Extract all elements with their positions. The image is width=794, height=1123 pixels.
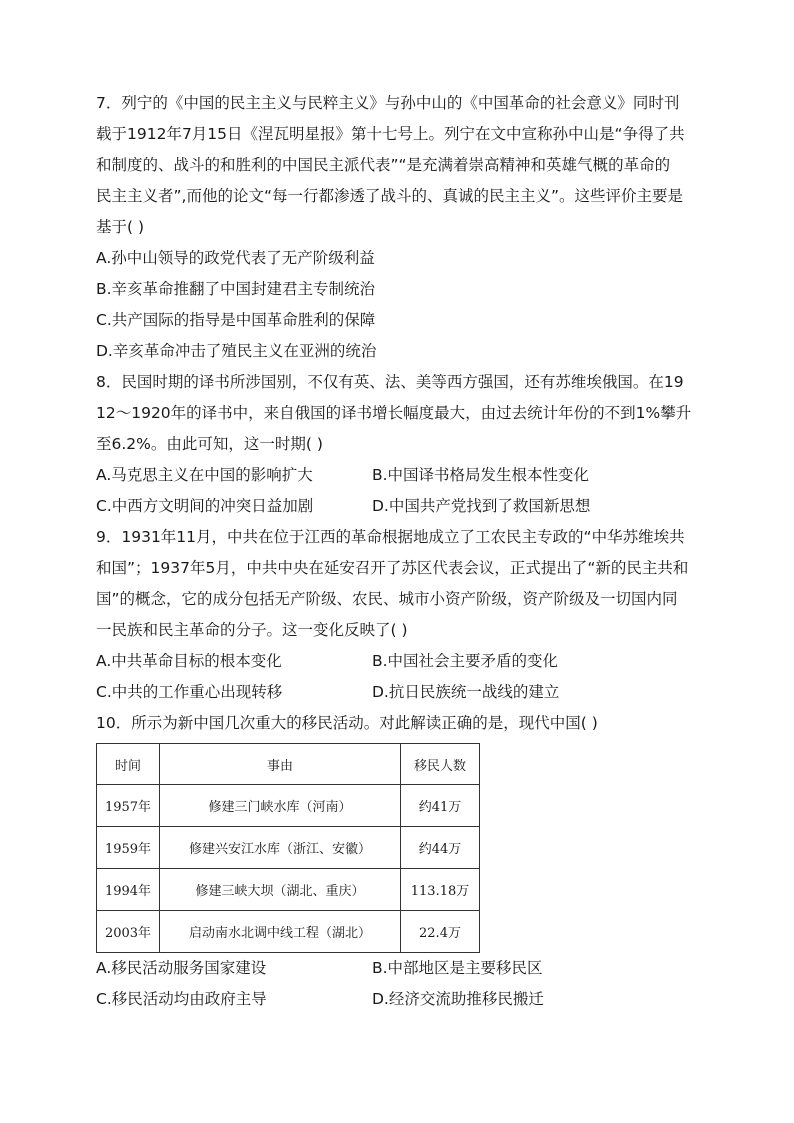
question-7-line: 载于1912年7月15日《涅瓦明星报》第十七号上。列宁在文中宣称孙中山是“争得了共 [96,125,685,143]
question-8-line: 12～1920年的译书中，来自俄国的译书增长幅度最大，由过去统计年份的不到1%攀升 [96,404,692,422]
question-8-options-row [96,491,702,522]
table-header-cell: 事由 [160,744,401,785]
question-8 [96,367,702,522]
question-10-options-row [96,984,702,1015]
question-7-option-d: D.辛亥革命冲击了殖民主义在亚洲的统治 [96,342,377,360]
question-10-option-d: D.经济交流助推移民搬迁 [372,990,544,1008]
question-9-options-row [96,646,702,677]
question-9-options-row [96,677,702,708]
question-8-option-a: A.马克思主义在中国的影响扩大 [96,466,313,484]
table-cell: 1959年 [97,827,160,869]
table-row [97,911,480,953]
migration-table [96,743,480,953]
question-7-line: 基于( ) [96,218,145,236]
table-cell: 1957年 [97,785,160,827]
question-9-option-b: B.中国社会主要矛盾的变化 [372,652,559,670]
question-9-line: 9．1931年11月，中共在位于江西的革命根据地成立了工农民主专政的“中华苏维埃共 [96,528,685,546]
question-9-option-c: C.中共的工作重心出现转移 [96,683,283,701]
table-cell: 约44万 [401,827,480,869]
question-8-line: 至6.2%。由此可知，这一时期( ) [96,435,323,453]
table-header-cell: 时间 [97,744,160,785]
question-8-option-b: B.中国译书格局发生根本性变化 [372,466,590,484]
question-10 [96,708,702,1015]
question-9-line: 和国”；1937年5月，中共中央在延安召开了苏区代表会议，正式提出了“新的民主共和 [96,559,689,577]
question-9-line: 国”的概念，它的成分包括无产阶级、农民、城市小资产阶级，资产阶级及一切国内同 [96,590,678,608]
table-cell: 修建三峡大坝（湖北、重庆） [160,869,401,911]
question-7-option-c: C.共产国际的指导是中国革命胜利的保障 [96,311,376,329]
table-cell: 修建兴安江水库（浙江、安徽） [160,827,401,869]
question-7 [96,88,702,367]
question-10-option-c: C.移民活动均由政府主导 [96,990,267,1008]
question-9 [96,522,702,708]
table-cell: 22.4万 [401,911,480,953]
question-10-option-a: A.移民活动服务国家建设 [96,959,267,977]
table-header-row [97,744,480,785]
question-10-line: 10．所示为新中国几次重大的移民活动。对此解读正确的是，现代中国( ) [96,714,598,732]
question-9-option-d: D.抗日民族统一战线的建立 [372,683,560,701]
table-row [97,869,480,911]
question-8-option-d: D.中国共产党找到了救国新思想 [372,497,591,515]
table-cell: 约41万 [401,785,480,827]
question-10-options-row [96,953,702,984]
question-8-option-c: C.中西方文明间的冲突日益加剧 [96,497,314,515]
table-cell: 启动南水北调中线工程（湖北） [160,911,401,953]
table-row [97,827,480,869]
question-8-line: 8．民国时期的译书所涉国别，不仅有英、法、美等西方强国，还有苏维埃俄国。在19 [96,373,684,391]
table-cell: 1994年 [97,869,160,911]
question-7-line: 和制度的、战斗的和胜利的中国民主派代表”“是充满着崇高精神和英雄气概的革命的 [96,156,671,174]
table-header-cell: 移民人数 [401,744,480,785]
question-9-line: 一民族和民主革命的分子。这一变化反映了( ) [96,621,408,639]
question-7-line: 7．列宁的《中国的民主主义与民粹主义》与孙中山的《中国革命的社会意义》同时刊 [96,94,680,112]
question-8-options-row [96,460,702,491]
table-row [97,785,480,827]
table-cell: 2003年 [97,911,160,953]
question-7-option-a: A.孙中山领导的政党代表了无产阶级利益 [96,249,375,267]
question-7-line: 民主主义者”,而他的论文“每一行都渗透了战斗的、真诚的民主主义”。这些评价主要是 [96,187,684,205]
question-9-option-a: A.中共革命目标的根本变化 [96,652,282,670]
table-cell: 113.18万 [401,869,480,911]
question-10-option-b: B.中部地区是主要移民区 [372,959,543,977]
table-cell: 修建三门峡水库（河南） [160,785,401,827]
question-7-option-b: B.辛亥革命推翻了中国封建君主专制统治 [96,280,376,298]
exam-page [96,88,702,1015]
